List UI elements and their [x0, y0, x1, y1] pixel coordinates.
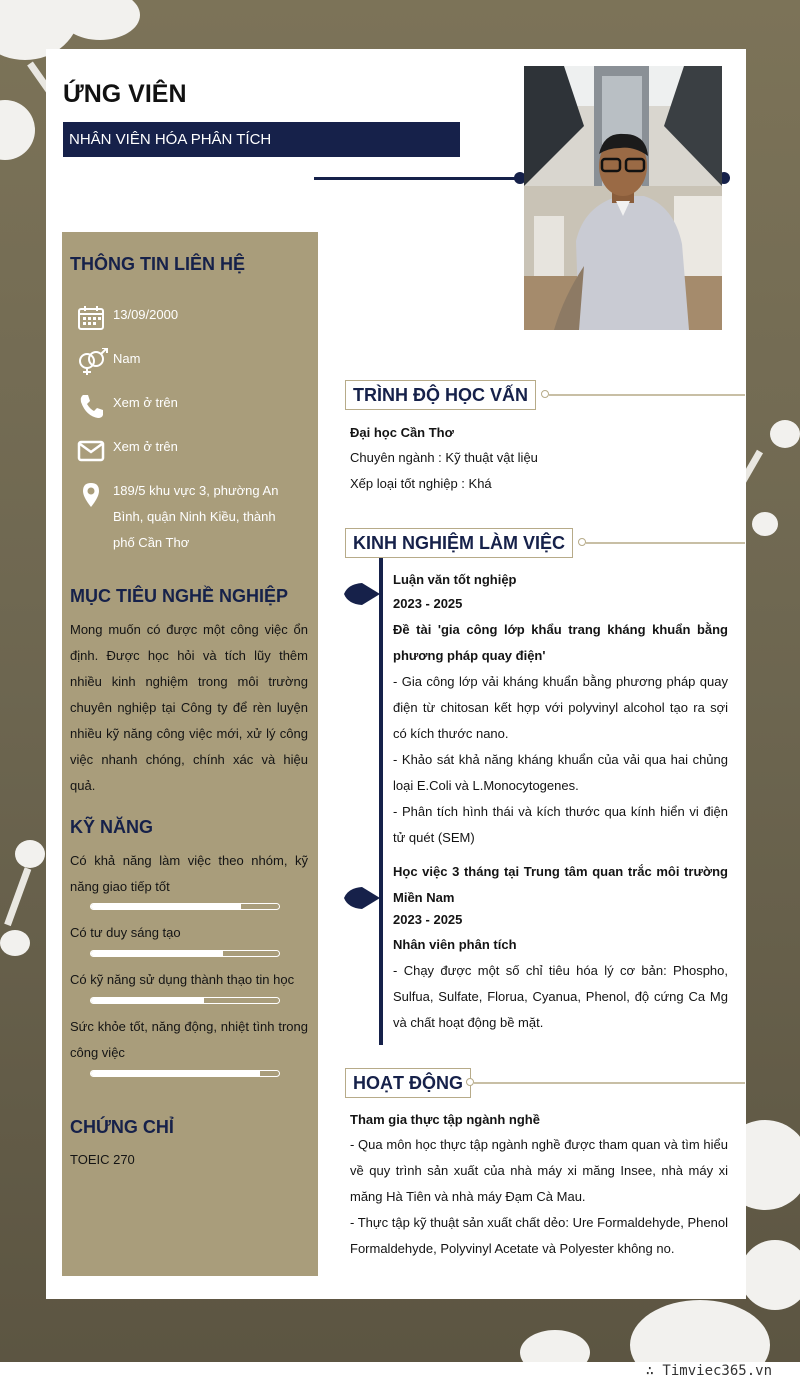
brand-watermark: ∴ Timviec365.vn	[645, 1363, 772, 1379]
section-connector-dot	[466, 1078, 474, 1086]
certificates-section-title: CHỨNG CHỈ	[70, 1117, 174, 1137]
contact-gender: Nam	[113, 351, 141, 366]
activity-description: - Thực tập kỹ thuật sản xuất chất dẻo: Ure Formaldehyde, Phenol Formaldehyde, Polyvinyl Acetate và Polyester không no.	[350, 1215, 728, 1256]
education-grade: Xếp loại tốt nghiệp : Khá	[350, 476, 492, 491]
experience-period: 2023 - 2025	[393, 596, 463, 611]
education-school: Đại học Cần Thơ	[350, 425, 454, 440]
email-icon	[77, 436, 105, 464]
timeline-marker-icon	[344, 582, 380, 606]
contact-section-title: THÔNG TIN LIÊN HỆ	[70, 254, 245, 274]
experience-period: 2023 - 2025	[393, 912, 463, 927]
certificate-item: TOEIC 270	[70, 1152, 135, 1167]
experience-description: - Chạy được một số chỉ tiêu hóa lý cơ bản: Phospho, Sulfua, Sulfate, Florua, Cyanua, Phenol, độ cứng Ca Mg và chất hoạt động bề mặt.	[393, 963, 728, 1030]
calendar-icon	[77, 304, 105, 332]
skill-level-bar	[90, 997, 280, 1004]
skill-level-bar	[90, 903, 280, 910]
skill-name: Có tư duy sáng tạo	[70, 925, 181, 940]
skill-name: Có kỹ năng sử dụng thành thạo tin học	[70, 972, 295, 987]
section-connector-line	[549, 394, 745, 396]
experience-position: Đề tài 'gia công lớp khẩu trang kháng khuẩn bằng phương pháp quay điện'	[393, 622, 728, 663]
candidate-name: ỨNG VIÊN	[63, 80, 187, 108]
experience-description: - Phân tích hình thái và kích thước qua kính hiển vi điện tử quét (SEM)	[393, 804, 728, 845]
section-connector-line	[586, 542, 745, 544]
contact-birthdate: 13/09/2000	[113, 307, 179, 322]
experience-company: Luận văn tốt nghiệp	[393, 572, 517, 587]
experience-description: - Gia công lớp vải kháng khuẩn bằng phương pháp quay điện từ chitosan kết hợp với polyvinyl alcohol tạo ra sợi có kích thước nano.	[393, 674, 728, 741]
objective-text: Mong muốn có được một công việc ổn định. Được học hỏi và tích lũy thêm nhiều kinh nghiệm trong môi trường chuyên nghiệp tại Công ty để rèn luyện nhiều kỹ năng công việc mới, xử lý công việc nhanh chóng, chính xác và hiệu quả.	[70, 622, 308, 793]
section-connector-dot	[578, 538, 586, 546]
activity-heading: Tham gia thực tập ngành nghề	[350, 1112, 540, 1127]
skill-level-bar	[90, 950, 280, 957]
gender-icon	[77, 348, 105, 376]
experience-company: Học việc 3 tháng tại Trung tâm quan trắc môi trường Miền Nam	[393, 864, 728, 905]
skill-level-bar	[90, 1070, 280, 1077]
skill-name: Có khả năng làm việc theo nhóm, kỹ năng giao tiếp tốt	[70, 853, 308, 894]
contact-address: 189/5 khu vực 3, phường An Bình, quận Ninh Kiều, thành phố Cần Thơ	[113, 483, 279, 550]
education-major: Chuyên ngành : Kỹ thuật vật liệu	[350, 450, 538, 465]
education-section-title: TRÌNH ĐỘ HỌC VẤN	[345, 380, 536, 410]
experience-section-title: KINH NGHIỆM LÀM VIỆC	[345, 528, 573, 558]
location-icon	[77, 481, 105, 509]
activity-description: - Qua môn học thực tập ngành nghề được tham quan và tìm hiểu về quy trình sản xuất của nhà máy xi măng Insee, nhà máy xi măng Hà Tiên và nhà máy Đạm Cà Mau.	[350, 1137, 728, 1204]
section-connector-line	[474, 1082, 745, 1084]
phone-icon	[77, 392, 105, 420]
position-title: NHÂN VIÊN HÓA PHÂN TÍCH	[63, 122, 460, 157]
contact-phone: Xem ở trên	[113, 395, 178, 410]
contact-email: Xem ở trên	[113, 439, 178, 454]
skills-section-title: KỸ NĂNG	[70, 817, 154, 837]
header-connector-line	[314, 177, 524, 180]
activities-section-title: HOẠT ĐỘNG	[345, 1068, 471, 1098]
timeline-line	[379, 558, 383, 1045]
experience-position: Nhân viên phân tích	[393, 937, 517, 952]
experience-description: - Khảo sát khả năng kháng khuẩn của vải qua hai chủng loại E.Coli và L.Monocytogenes.	[393, 752, 728, 793]
skill-name: Sức khỏe tốt, năng động, nhiệt tình trong công việc	[70, 1019, 308, 1060]
objective-section-title: MỤC TIÊU NGHỀ NGHIỆP	[70, 586, 289, 606]
section-connector-dot	[541, 390, 549, 398]
candidate-photo	[524, 66, 722, 330]
timeline-marker-icon	[344, 886, 380, 910]
